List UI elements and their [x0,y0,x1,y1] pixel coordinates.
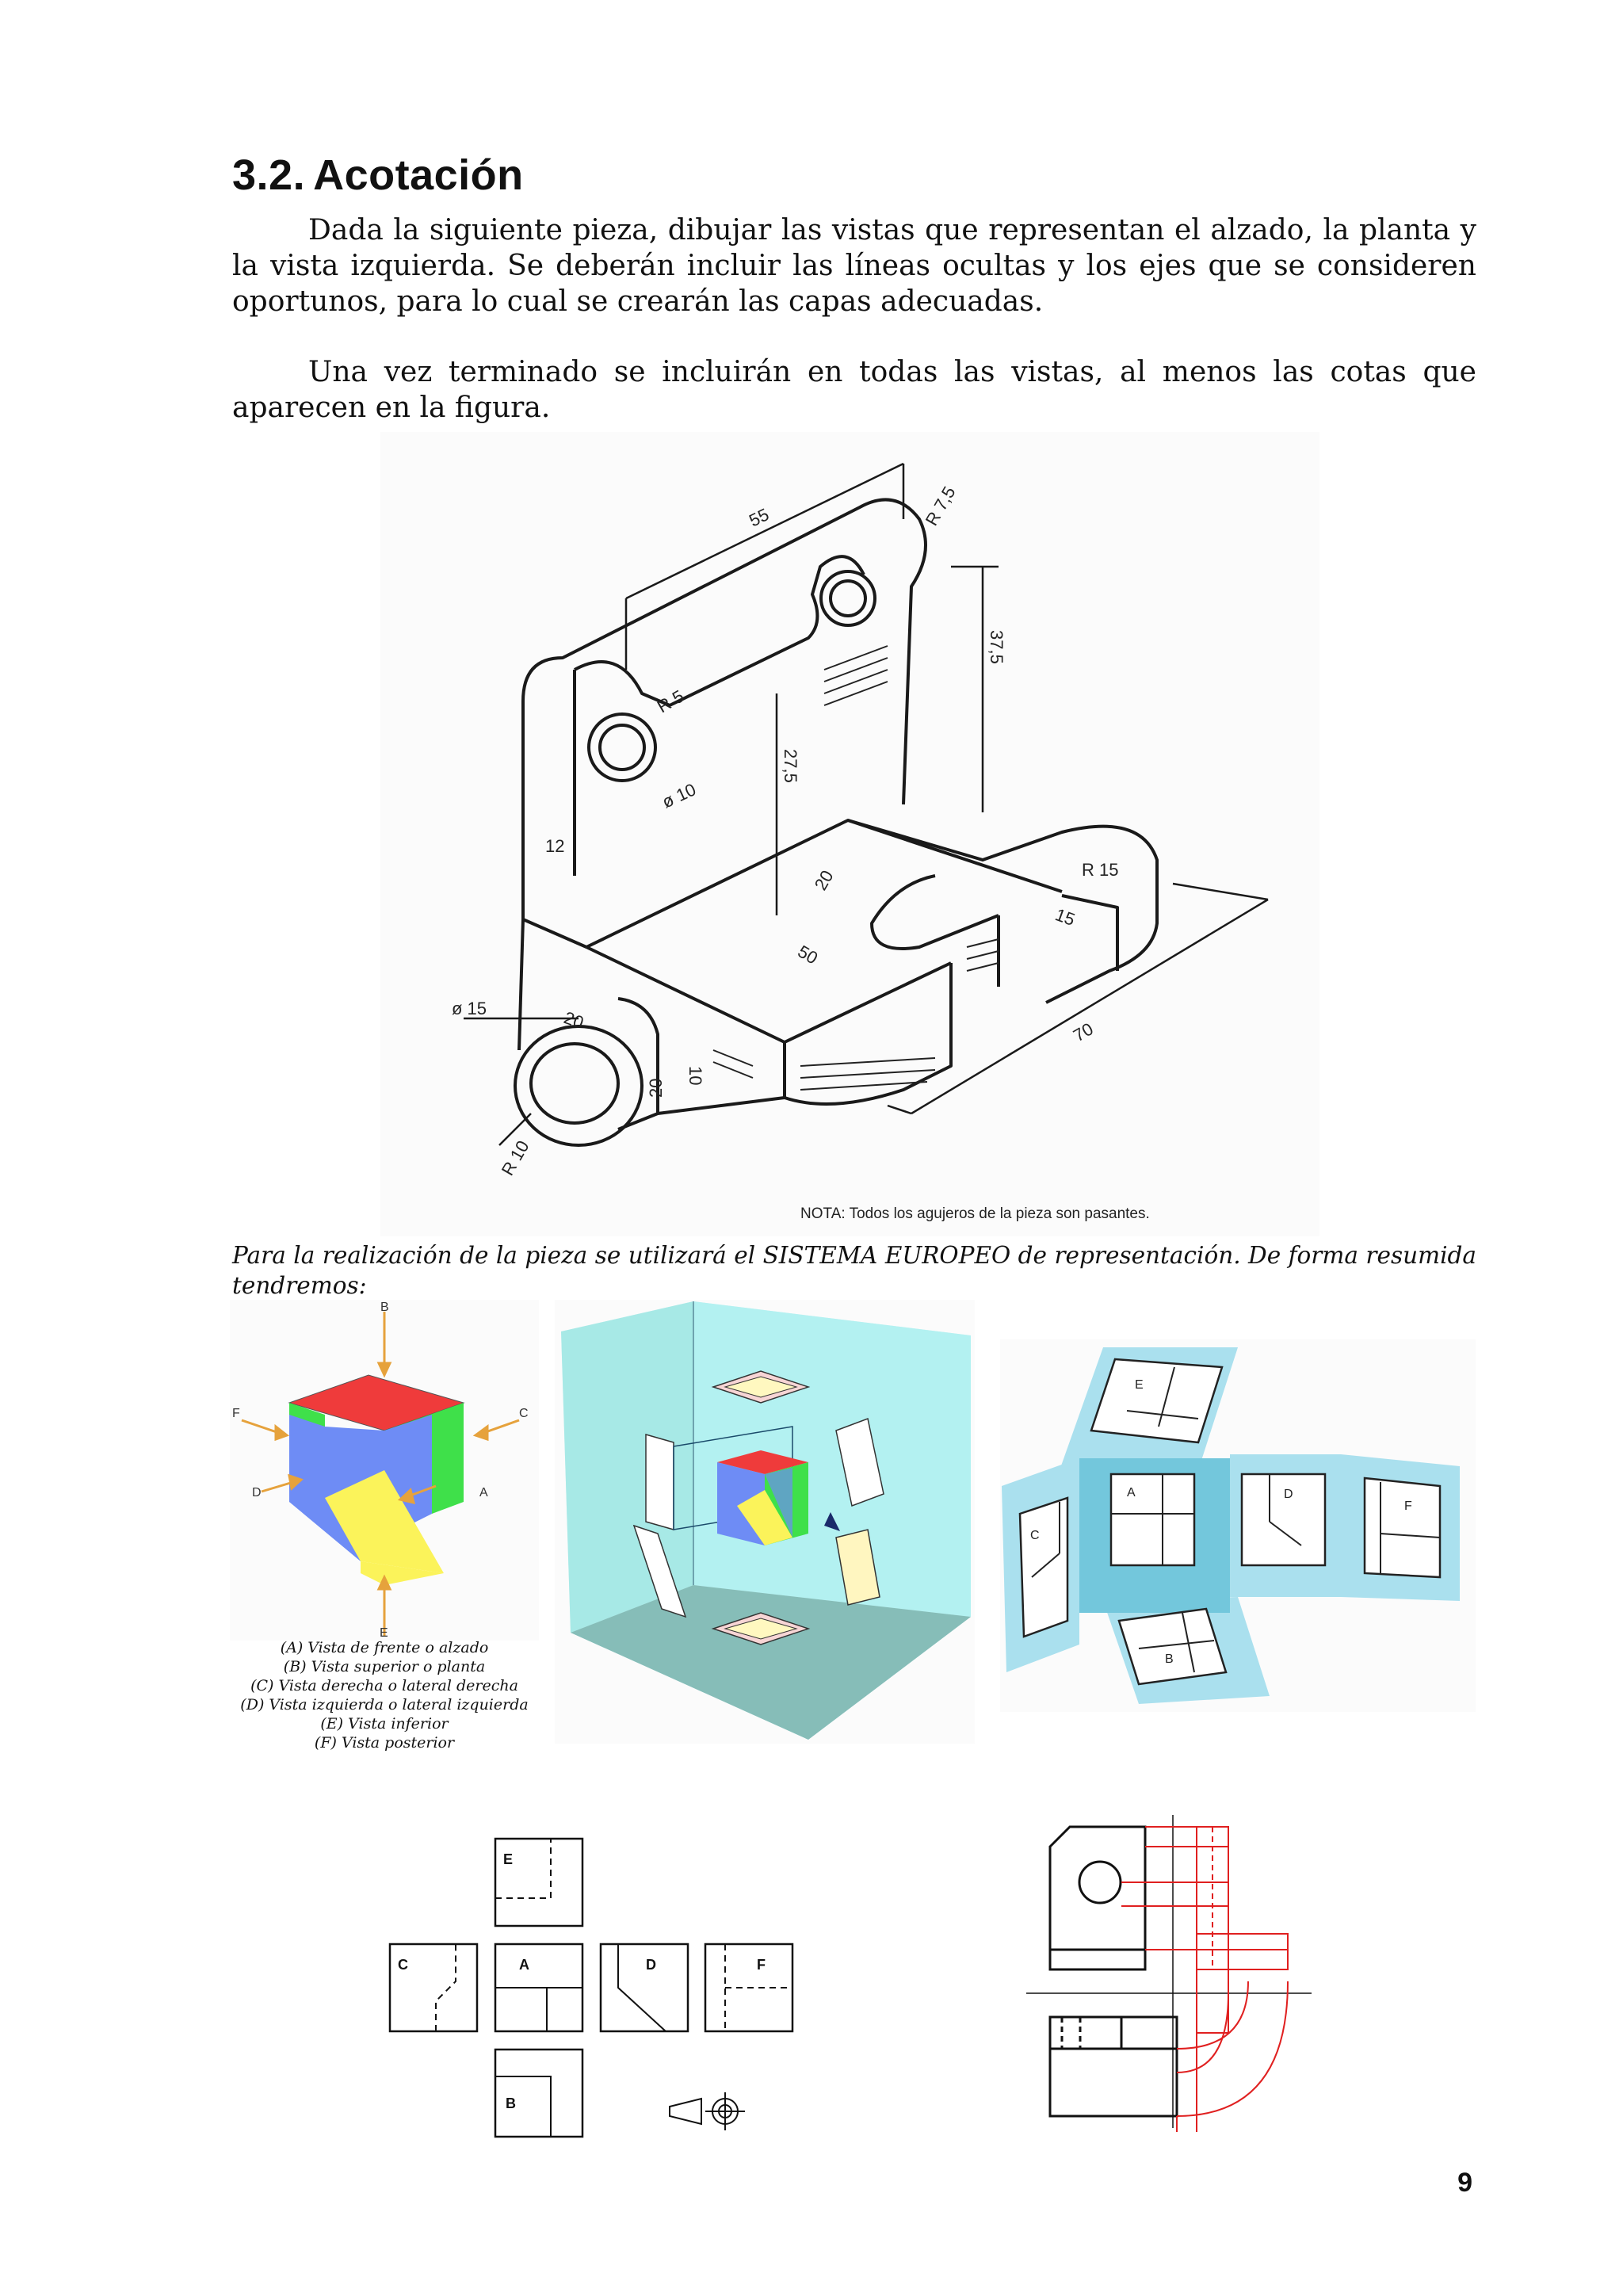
isometric-part-drawing [380,432,1319,1236]
dim-r15: R 15 [1082,860,1119,880]
unfolded-views [1000,1339,1476,1712]
dim-15: 15 [1052,904,1078,930]
paragraph-1-text: Dada la siguiente pieza, dibujar las vistas que representan el alzado, la planta y la vista izquierda. Se deberán incluir las líneas ocultas y los ejes que se consideren oportunos, para lo cual se crearán las capas adecuadas. [232,214,1476,318]
arrow-label-b: B [380,1301,389,1314]
arrow-label-e: E [380,1626,388,1640]
black-views [1050,1827,1177,2116]
layout-d: D [646,1957,656,1973]
cube-view-directions [230,1300,539,1641]
dim-12: 12 [545,836,565,856]
dim-70: 70 [1070,1018,1097,1046]
unfolded-d: D [1284,1488,1293,1501]
dim-20-bottom: 20 [646,1078,666,1098]
dim-37-5: 37,5 [987,630,1006,664]
legend-b: (B) Vista superior o planta [283,1658,486,1675]
dim-r10: R 10 [497,1137,533,1179]
dim-50: 50 [794,941,822,968]
legend-c: (C) Vista derecha o lateral derecha [250,1677,518,1694]
paragraph-instructions [232,212,1476,319]
paragraph-dimensions [232,354,1476,426]
layout-c: C [398,1957,408,1973]
section-number: 3.2. [232,151,306,199]
legend-d: (D) Vista izquierda o lateral izquierda [240,1696,529,1713]
unfolded-b: B [1165,1652,1174,1666]
layout-b: B [506,2095,516,2111]
paragraph-2-text: Una vez terminado se incluirán en todas las vistas, al menos las cotas que aparecen en la figura. [232,356,1476,424]
unfolded-c: C [1030,1529,1040,1542]
layout-a: A [519,1957,529,1973]
dim-55: 55 [746,504,773,531]
page-number: 9 [1457,2168,1472,2198]
unfolded-f: F [1404,1499,1412,1513]
projection-construction [1018,1811,1323,2136]
legend-f: (F) Vista posterior [314,1734,455,1752]
box-d [601,1944,688,2031]
dim-d10: ø 10 [659,779,700,812]
dim-20-top: 20 [810,866,838,894]
box-b [495,2050,582,2137]
dim-r7-5: R 7,5 [921,483,960,529]
arrow-label-a: A [479,1486,488,1499]
section-title: Acotación [313,151,524,199]
layout-f: F [757,1957,766,1973]
legend-a: (A) Vista de frente o alzado [280,1639,489,1656]
six-view-layout [388,1831,800,2140]
dim-20-left: 20 [561,1007,586,1033]
arrow-label-d: D [252,1486,262,1499]
arrow-label-f: F [232,1407,240,1420]
axis-lines [1026,1815,1312,2128]
system-note: Para la realización de la pieza se utilizará el SISTEMA EUROPEO de representación. De forma resumida tendremos: [232,1242,1476,1299]
dim-d15: ø 15 [452,999,487,1018]
projection-box [555,1300,975,1744]
views-legend [222,1638,547,1752]
dim-r5: R 5 [654,686,688,717]
dim-27-5: 27,5 [781,749,800,783]
legend-e: (E) Vista inferior [320,1715,449,1733]
section-heading [232,151,524,200]
unfolded-e: E [1135,1378,1144,1392]
drawing-background [380,432,1319,1236]
unfolded-a: A [1127,1486,1136,1499]
dim-10: 10 [685,1066,705,1086]
arrow-label-c: C [519,1407,529,1420]
layout-e: E [503,1851,514,1867]
drawing-note: NOTA: Todos los agujeros de la pieza son pasantes. [800,1205,1150,1222]
